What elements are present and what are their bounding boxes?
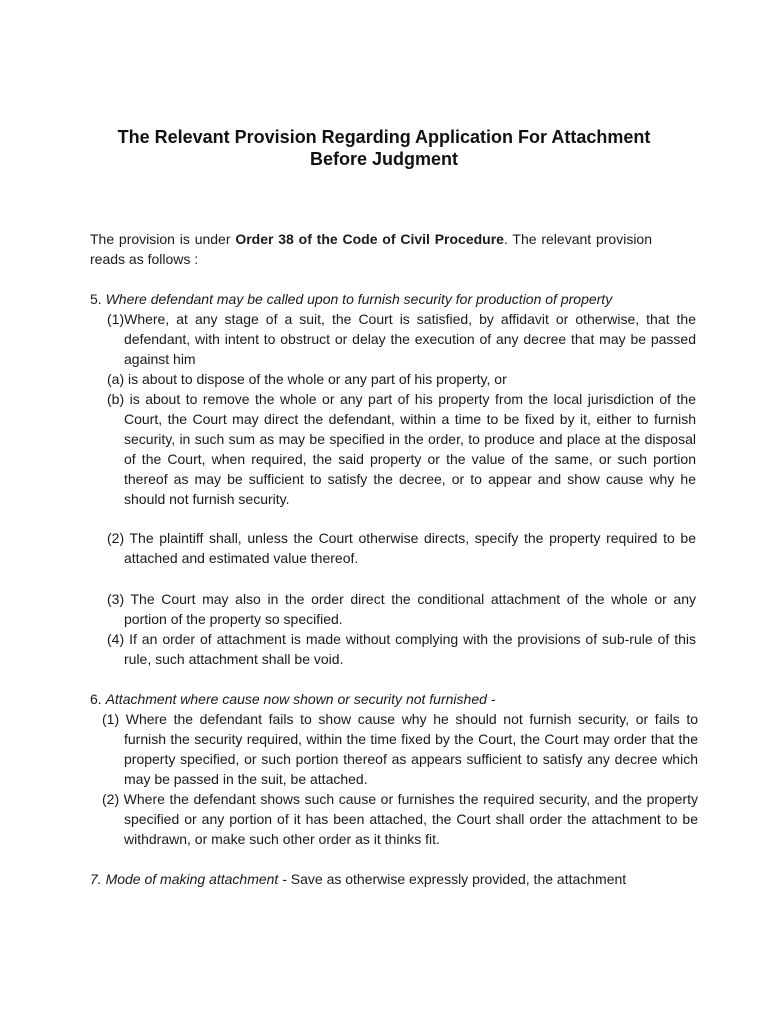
intro-post: . The relevant provision reads as follows :: [90, 231, 653, 267]
rule-7-title: 7. Mode of making attachment -: [90, 871, 287, 887]
rule-5-clause-b: (b) is about to remove the whole or any part of his property from the local jurisdiction of the Court, the Court may direct the defendant, within a time to be fixed by it, either to furnish security, in such sum as may be specified in the order, to produce and place at the disposal of the Court, when required, the said property or the value of the same, or such portion thereof as may be sufficient to satisfy the decree, or to appear and show cause why he should not furnish security.: [107, 391, 696, 507]
rule-5-heading: [90, 289, 680, 309]
document-title: [60, 126, 708, 170]
rule-5-clause-a: (a) is about to dispose of the whole or any part of his property, or: [107, 371, 507, 387]
title-line-2: Before Judgment: [309, 149, 459, 169]
rule-6-subrule-2: (2) Where the defendant shows such cause or furnishes the required security, and the property specified or any portion of it has been attached, the Court shall order the attachment to be withdrawn, or make such other order as it thinks fit.: [102, 791, 698, 847]
rule-7-text: Save as otherwise expressly provided, the attachment: [286, 871, 627, 887]
intro-paragraph: [90, 229, 652, 269]
rule-5-number: 5.: [90, 291, 106, 307]
title-line-1: The Relevant Provision Regarding Application For Attachment: [117, 127, 651, 147]
intro-order-reference: Order 38 of the Code of Civil Procedure: [235, 231, 504, 247]
rule-5-subrule-2: (2) The plaintiff shall, unless the Court otherwise directs, specify the property required to be attached and estimated value thereof.: [107, 530, 696, 566]
rule-5-title: Where defendant may be called upon to furnish security for production of property: [105, 291, 613, 307]
rule-5-subrule-1: (1)Where, at any stage of a suit, the Court is satisfied, by affidavit or otherwise, that the defendant, with intent to obstruct or delay the execution of any decree that may be passed against him: [107, 311, 696, 367]
rule-5-subrule-4: (4) If an order of attachment is made without complying with the provisions of sub-rule of this rule, such attachment shall be void.: [107, 631, 696, 667]
intro-pre: The provision is under: [90, 231, 236, 247]
rule-6-number: 6.: [90, 691, 106, 707]
rule-6-heading: [90, 689, 680, 709]
rule-5-subrule-3: (3) The Court may also in the order direct the conditional attachment of the whole or any portion of the property so specified.: [107, 591, 696, 627]
rule-6-title: Attachment where cause now shown or security not furnished -: [105, 691, 496, 707]
rule-7-paragraph: [90, 869, 680, 889]
rule-6-subrule-1: (1) Where the defendant fails to show cause why he should not furnish security, or fails to furnish the security required, within the time fixed by the Court, the Court may order that the property specified, or such portion thereof as appears sufficient to satisfy any decree which may be passed in the suit, be attached.: [102, 711, 698, 787]
